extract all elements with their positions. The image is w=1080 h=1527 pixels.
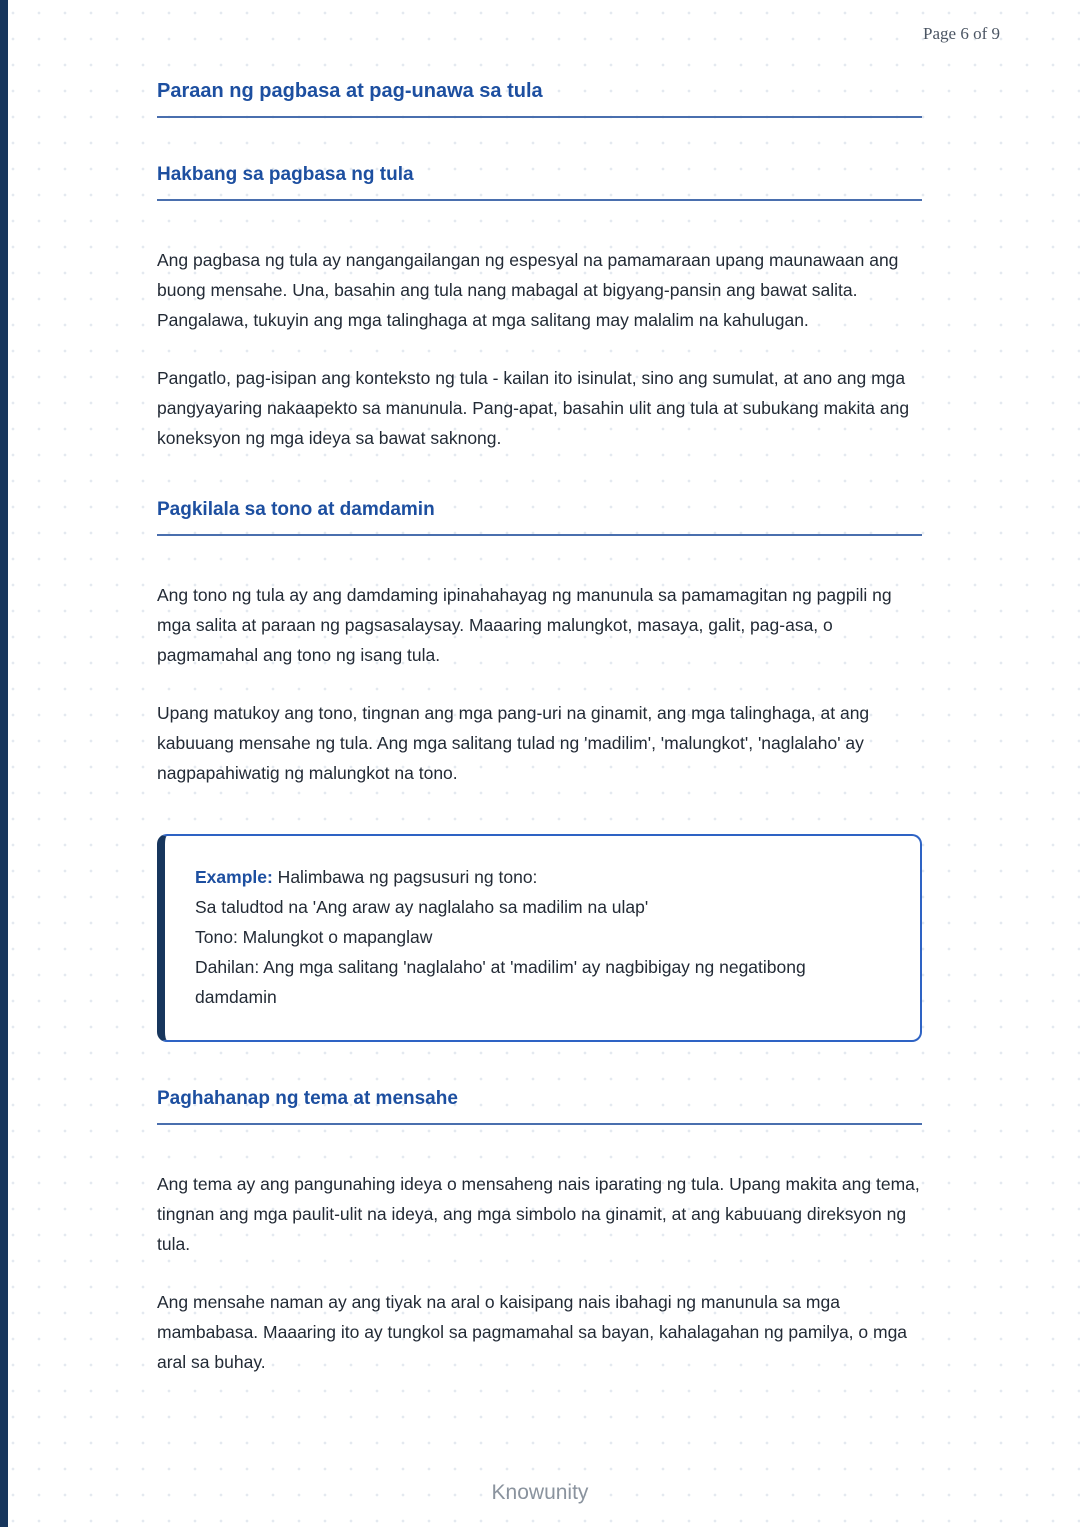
section-heading-tema: Paghahanap ng tema at mensahe bbox=[157, 1088, 922, 1125]
paragraph: Upang matukoy ang tono, tingnan ang mga pang-uri na ginamit, ang mga talinghaga, at ang kabuuang mensahe ng tula. Ang mga salitang tulad ng 'madilim', 'malungkot', 'naglalaho' ay nagpapahiwatig ng malungkot na tono. bbox=[157, 703, 870, 783]
footer-brand: Knowunity bbox=[491, 1481, 589, 1504]
example-line: Tono: Malungkot o mapanglaw bbox=[195, 927, 433, 947]
document-title: Paraan ng pagbasa at pag-unawa sa tula bbox=[157, 80, 922, 118]
example-callout-box bbox=[157, 834, 922, 1042]
paragraph: Ang tono ng tula ay ang damdaming ipinahahayag ng manunula sa pamamagitan ng pagpili ng mga salita at paraan ng pagsasalaysay. Maaaring malungkot, masaya, galit, pag-asa, o pagmamahal ang tono ng isang tula. bbox=[157, 585, 892, 665]
paragraph: Ang tema ay ang pangunahing ideya o mensaheng nais iparating ng tula. Upang makita ang tema, tingnan ang mga paulit-ulit na ideya, ang mga simbolo na ginamit, at ang kabuuang direksyon ng tula. bbox=[157, 1174, 920, 1254]
paragraph: Pangatlo, pag-isipan ang konteksto ng tula - kailan ito isinulat, sino ang sumulat, at ano ang mga pangyayaring nakaapekto sa manunula. Pang-apat, basahin ulit ang tula at subukang makita ang koneksyon ng mga ideya sa bawat saknong. bbox=[157, 368, 910, 448]
paragraph: Ang pagbasa ng tula ay nangangailangan ng espesyal na pamamaraan upang maunawaan ang buong mensahe. Una, basahin ang tula nang mabagal at bigyang-pansin ang bawat salita. Pangalawa, tukuyin ang mga talinghaga at mga salitang may malalim na kahulugan. bbox=[157, 250, 899, 330]
example-line-intro bbox=[195, 862, 890, 892]
paragraph: Ang mensahe naman ay ang tiyak na aral o kaisipang nais ibahagi ng manunula sa mga mambabasa. Maaaring ito ay tungkol sa pagmamahal sa bayan, kahalagahan ng pamilya, o mga aral sa buhay. bbox=[157, 1292, 908, 1372]
example-line: Dahilan: Ang mga salitang 'naglalaho' at 'madilim' ay nagbibigay ng negatibong damdamin bbox=[195, 957, 806, 1007]
section-heading-tono: Pagkilala sa tono at damdamin bbox=[157, 499, 922, 536]
page-number: Page 6 of 9 bbox=[923, 24, 1000, 43]
example-label: Example: bbox=[195, 867, 273, 887]
example-line: Sa taludtod na 'Ang araw ay naglalaho sa madilim na ulap' bbox=[195, 897, 649, 917]
left-accent-bar bbox=[0, 0, 8, 1527]
example-intro-text: Halimbawa ng pagsusuri ng tono: bbox=[272, 867, 538, 887]
section-heading-hakbang: Hakbang sa pagbasa ng tula bbox=[157, 164, 922, 201]
